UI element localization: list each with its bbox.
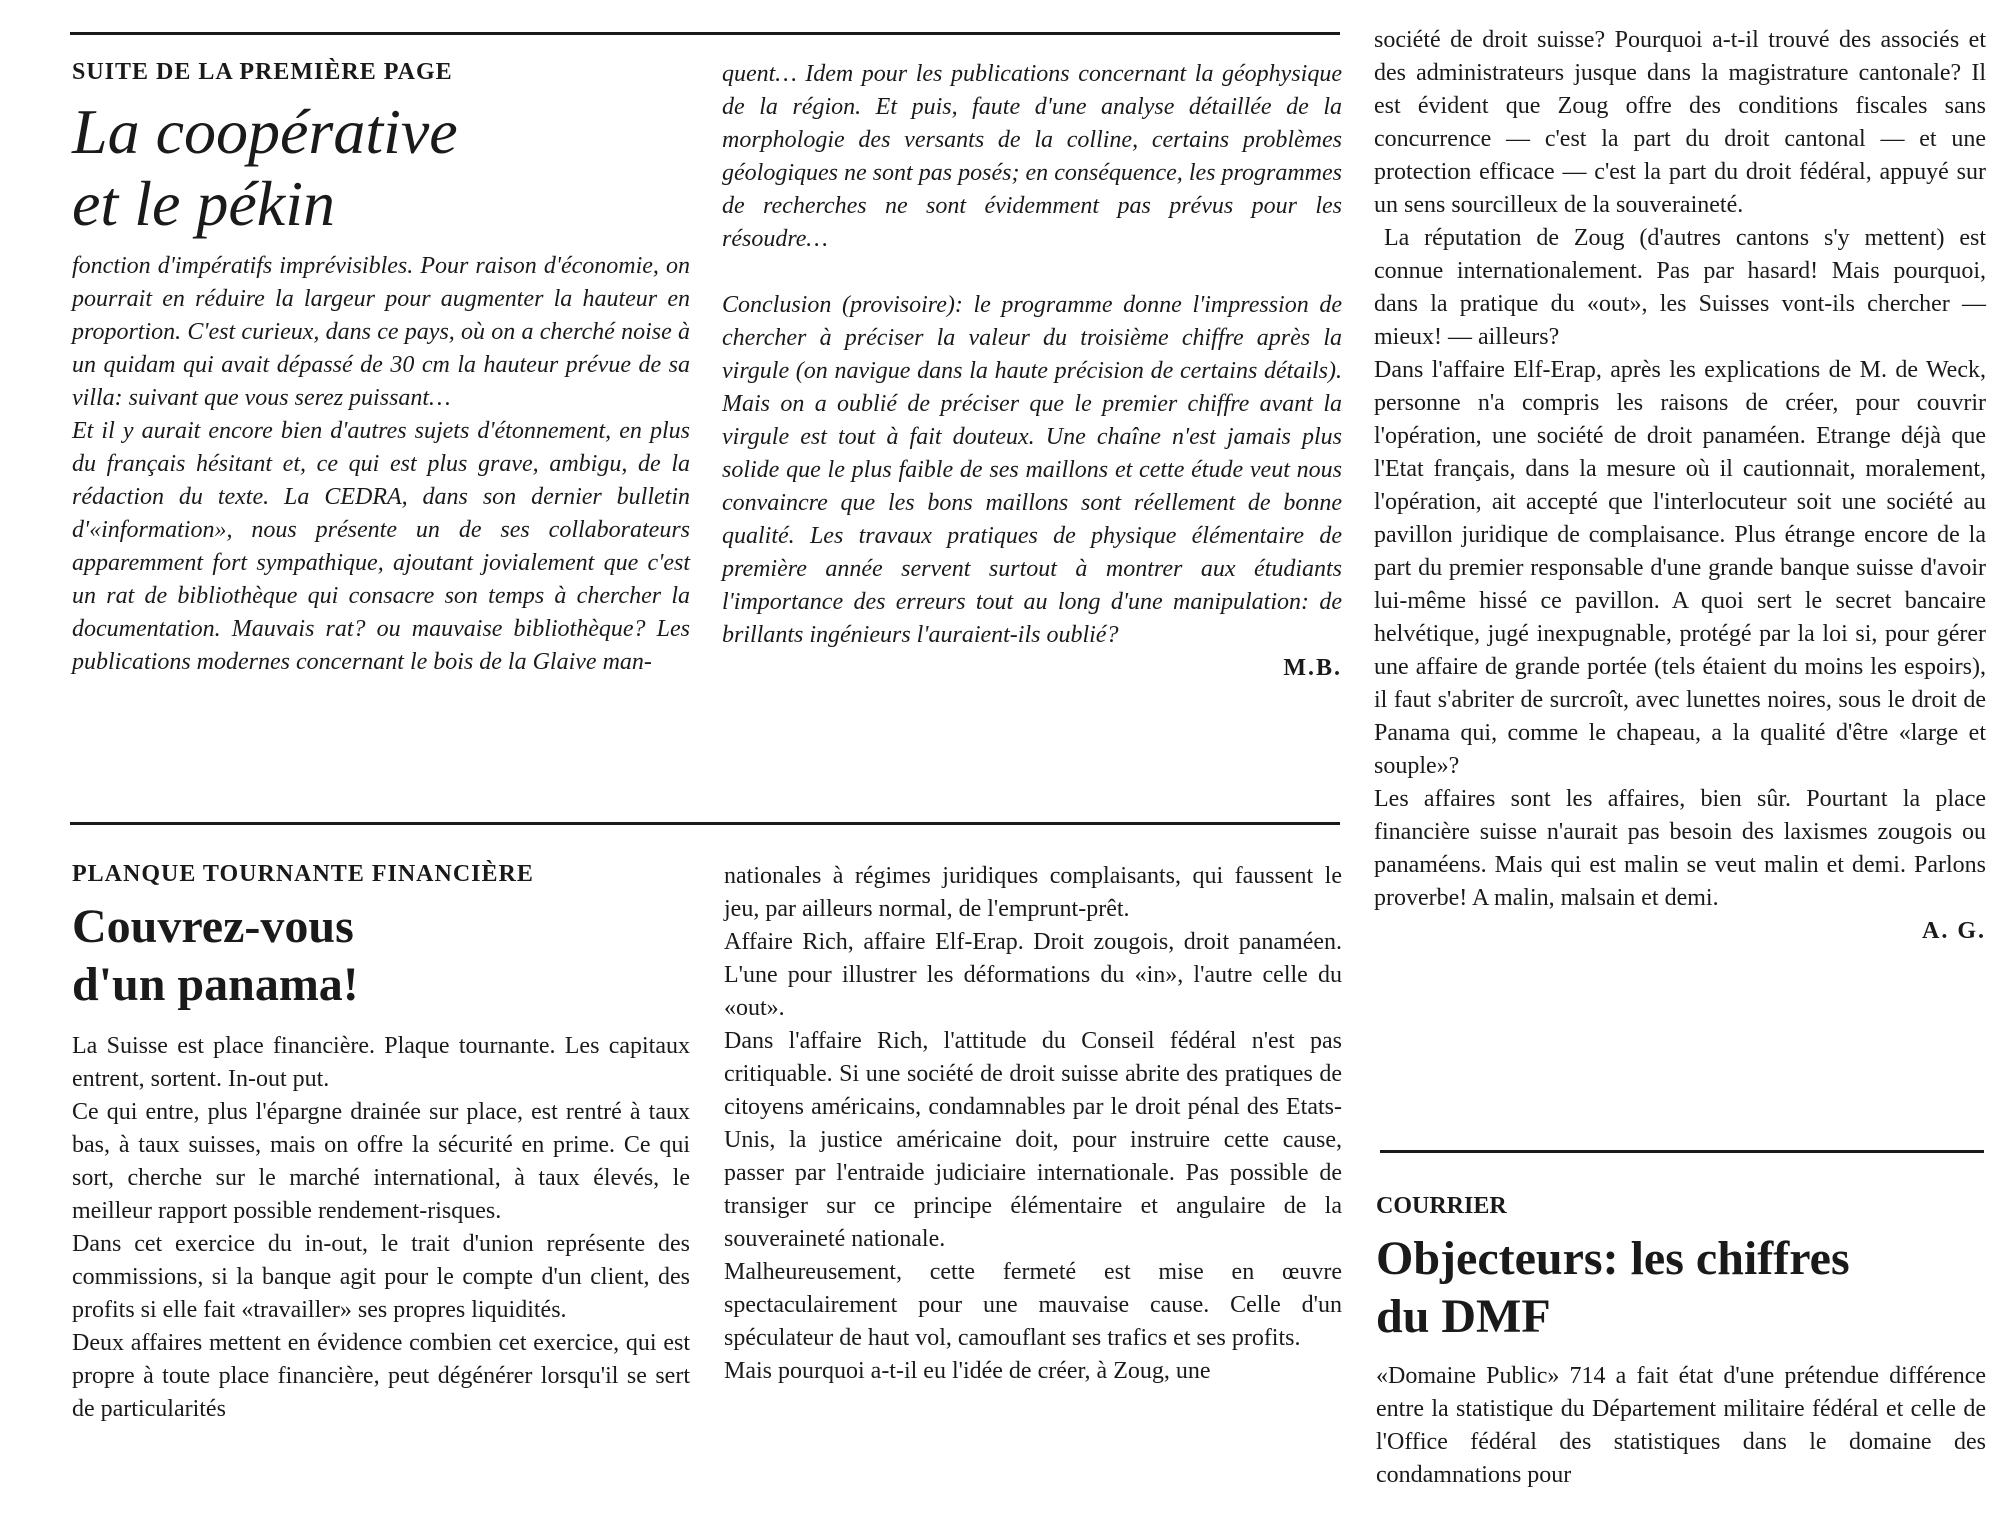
article2-col1-paragraph: Dans cet exercice du in-out, le trait d'union représente des commissions, si la banque agit pour le compte d'un client, des profits si elle fait «travailler» ses propres liquidités.	[72, 1231, 690, 1323]
article3-paragraph: «Domaine Public» 714 a fait état d'une prétendue différence entre la statistique du Département militaire fédéral et celle de l'Office fédéral des statistiques dans le domaine des condamnations pour	[1376, 1363, 1986, 1488]
article1-title-line2: et le pékin	[72, 168, 335, 239]
article1-signature: M.B.	[1283, 655, 1342, 681]
article1-title-line1: La coopérative	[72, 96, 458, 167]
article2-col3-paragraph: Dans l'affaire Elf-Erap, après les explications de M. de Weck, personne n'a compris les raisons de créer, pour couvrir l'opération, une société de droit panaméen. Etrange déjà que l'Etat français, dans la mesure où il cautionnait, moralement, l'opération, ait accepté que l'interlocuteur soit une société au pavillon juridique de complaisance. Plus étrange encore de la part du premier responsable d'une grande banque suisse d'avoir lui-même hissé ce pavillon. A quoi sert le secret bancaire helvétique, jugé inexpugnable, protégé par la loi si, pour gérer une affaire de grande portée (tels étaient du moins les espoirs), il faut s'abriter de surcroît, avec lunettes noires, sous le droit de Panama qui, comme le chapeau, a la qualité d'être «large et souple»?	[1374, 357, 1986, 779]
article2-col2-paragraph: Affaire Rich, affaire Elf-Erap. Droit zougois, droit panaméen. L'une pour illustrer les déformations du «in», l'autre celle du «out».	[724, 929, 1342, 1021]
article2-col2-paragraph: Malheureusement, cette fermeté est mise en œuvre spectaculairement pour une mauvaise cause. Celle d'un spéculateur de haut vol, camouflant ses trafics et ses profits.	[724, 1259, 1342, 1351]
article1-col1-paragraph: Et il y aurait encore bien d'autres sujets d'étonnement, en plus du français hésitant et, ce qui est plus grave, ambigu, de la rédaction du texte. La CEDRA, dans son dernier bulletin d'«information», nous présente un de ses collaborateurs apparemment fort sympathique, ajoutant jovialement que c'est un rat de bibliothèque qui consacre son temps à chercher la documentation. Mauvais rat? ou mauvaise bibliothèque? Les publications modernes concernant le bois de la Glaive man-	[72, 418, 690, 675]
article1-col1	[72, 58, 690, 679]
article3-title-line2: du DMF	[1376, 1290, 1551, 1343]
article2-col3-paragraph: Les affaires sont les affaires, bien sûr. Pourtant la place financière suisse n'aurait pas besoin des laxismes zougois ou panaméens. Mais qui est malin se veut malin et demi. Parlons proverbe! A malin, malsain et demi.	[1374, 786, 1986, 911]
article2-col2	[724, 860, 1342, 1388]
article2-col2-paragraph: Dans l'affaire Rich, l'attitude du Conseil fédéral n'est pas critiquable. Si une société de droit suisse abrite des pratiques de citoyens américains, condamnables par le droit pénal des Etats-Unis, la justice américaine doit, pour instruire cette cause, passer par l'entraide judiciaire internationale. Pas possible de transiger sur ce principe élémentaire et angulaire de la souveraineté nationale.	[724, 1028, 1342, 1252]
article1-kicker: SUITE DE LA PREMIÈRE PAGE	[72, 59, 453, 85]
article2-col1-paragraph: Deux affaires mettent en évidence combien cet exercice, qui est propre à toute place financière, peut dégénérer lorsqu'il se sert de particularités	[72, 1330, 690, 1422]
article2-col3-paragraph: société de droit suisse? Pourquoi a-t-il trouvé des associés et des administrateurs jusque dans la magistrature cantonale? Il est évident que Zoug offre des conditions fiscales sans concurrence — c'est la part du droit cantonal — et une protection efficace — c'est la part du droit fédéral, appuyé sur un sens sourcilleux de la souveraineté.	[1374, 27, 1986, 218]
article2-body-col1	[72, 1030, 690, 1426]
article2-col1-paragraph: La Suisse est place financière. Plaque tournante. Les capitaux entrent, sortent. In-out put.	[72, 1033, 690, 1092]
article2-col1-paragraph: Ce qui entre, plus l'épargne drainée sur place, est rentré à taux bas, à taux suisses, mais on offre la sécurité en prime. Ce qui sort, cherche sur le marché international, à taux élevés, le meilleur rapport possible rendement-risques.	[72, 1099, 690, 1224]
article2-col2-paragraph: Mais pourquoi a-t-il eu l'idée de créer, à Zoug, une	[724, 1358, 1211, 1384]
article2-body-col3	[1374, 24, 1986, 915]
article1-col2-paragraph: Conclusion (provisoire): le programme donne l'impression de chercher à préciser la valeur du troisième chiffre après la virgule (on navigue dans la haute précision de certains détails). Mais on a oublié de préciser que le premier chiffre avant la virgule est tout à fait douteux. Une chaîne n'est jamais plus solide que le plus faible de ses maillons et cette étude veut nous convaincre que les bons maillons sont réellement de bonne qualité. Les travaux pratiques de physique élémentaire de première année servent surtout à montrer aux étudiants l'importance des erreurs tout au long d'une manipulation: de brillants ingénieurs l'auraient-ils oublié?	[722, 292, 1342, 648]
article2-col3	[1374, 24, 1986, 948]
article1-col2-paragraph: quent… Idem pour les publications concernant la géophysique de la région. Et puis, faute d'une analyse détaillée de la morphologie des versants de la colline, certains problèmes géologiques ne sont pas posés; en conséquence, les programmes de recherches ne sont évidemment pas prévus pour les résoudre…	[722, 61, 1342, 252]
article2-col3-paragraph: La réputation de Zoug (d'autres cantons s'y mettent) est connue internationalement. Pas par hasard! Mais pourquoi, dans la pratique du «out», les Suisses vont-ils chercher — mieux! — ailleurs?	[1374, 225, 1986, 350]
article2-col2-paragraph: nationales à régimes juridiques complaisants, qui faussent le jeu, par ailleurs normal, de l'emprunt-prêt.	[724, 863, 1342, 922]
article2-signature: A. G.	[1922, 918, 1986, 944]
top-rule	[70, 32, 1340, 35]
courrier-rule	[1380, 1150, 1984, 1153]
article3	[1376, 1192, 1986, 1492]
article1-body-col2	[722, 58, 1342, 652]
article3-title-line1: Objecteurs: les chiffres	[1376, 1232, 1850, 1285]
article3-kicker: COURRIER	[1376, 1193, 1507, 1219]
article3-body	[1376, 1360, 1986, 1492]
article1-col1-paragraph: fonction d'impératifs imprévisibles. Pour raison d'économie, on pourrait en réduire la largeur pour augmenter la hauteur en proportion. C'est curieux, dans ce pays, où on a cherché noise à un quidam qui avait dépassé de 30 cm la hauteur prévue de sa villa: suivant que vous serez puissant…	[72, 253, 690, 411]
article2-col1	[72, 860, 690, 1426]
article2-kicker: PLANQUE TOURNANTE FINANCIÈRE	[72, 861, 534, 887]
article1-body-col1	[72, 250, 690, 679]
article2-body-col2	[724, 860, 1342, 1388]
article1-col2	[722, 58, 1342, 685]
section-rule	[70, 822, 1340, 825]
article2-title-line2: d'un panama!	[72, 958, 359, 1011]
article2-title-line1: Couvrez-vous	[72, 900, 354, 953]
